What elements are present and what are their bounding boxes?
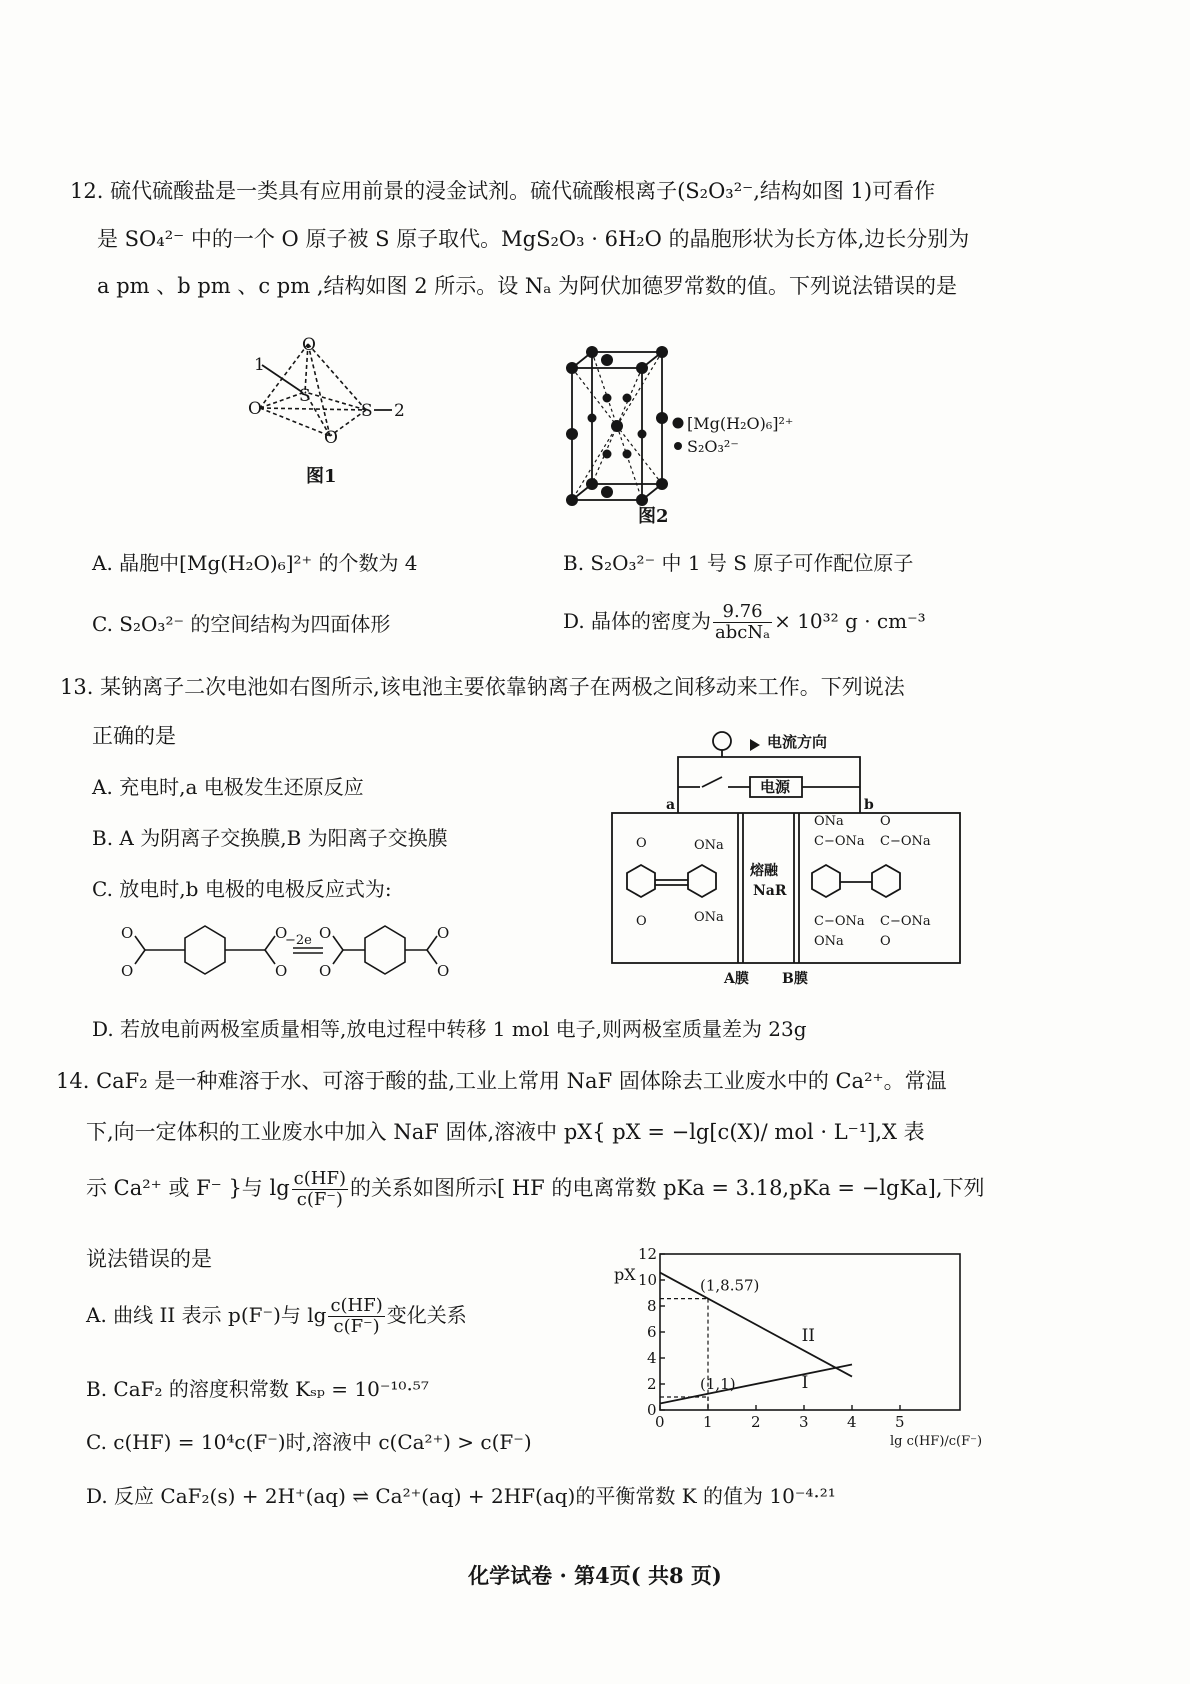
left-ona-top: ONa [694, 838, 724, 853]
series-label-II: II [801, 1326, 816, 1347]
q12-option-b: B. S₂O₃²⁻ 中 1 号 S 原子可作配位原子 [563, 551, 914, 575]
label-naf: NaR [753, 883, 787, 899]
q14-option-a-denominator: c(F⁻) [333, 1316, 380, 1337]
y-tick-label-4: 4 [647, 1349, 657, 1367]
chart-xlabel: lg c(HF)/c(F⁻) [890, 1434, 983, 1449]
q13-option-d: D. 若放电前两极室质量相等,放电过程中转移 1 mol 电子,则两极室质量差为 23g [92, 1017, 807, 1041]
fig2-legend-s2o3: S₂O₃²⁻ [687, 437, 739, 456]
q12-line2: 是 SO₄²⁻ 中的一个 O 原子被 S 原子取代。MgS₂O₃ · 6H₂O 的晶胞形状为长方体,边长分别为 [97, 227, 970, 251]
y-tick-label-2: 2 [647, 1375, 657, 1393]
left-quinone-o-bottom: O [636, 914, 647, 929]
y-tick-label-12: 12 [638, 1245, 658, 1263]
q14-line3-denominator: c(F⁻) [296, 1189, 343, 1210]
battery-diagram [610, 725, 970, 1000]
reaction-o-7: O [437, 924, 450, 942]
q14-option-b: B. CaF₂ 的溶度积常数 Kₛₚ = 10⁻¹⁰·⁵⁷ [86, 1377, 429, 1401]
y-tick-label-0: 0 [647, 1401, 657, 1419]
q13-option-b: B. A 为阴离子交换膜,B 为阳离子交换膜 [92, 826, 448, 850]
right-c-ona-1: C−ONa [814, 834, 865, 849]
q13-reaction-equation [115, 918, 475, 998]
right-c-ona-2: C−ONa [814, 914, 865, 929]
q12-option-a: A. 晶胞中[Mg(H₂O)₆]²⁺ 的个数为 4 [92, 551, 418, 575]
q13-option-c: C. 放电时,b 电极的电极反应式为: [92, 877, 392, 901]
q14-option-c: C. c(HF) = 10⁴c(F⁻)时,溶液中 c(Ca²⁺) > c(F⁻) [86, 1430, 532, 1454]
reaction-minus-2e: −2e [285, 933, 312, 948]
annotation-label-0: (1,8.57) [700, 1276, 760, 1295]
label-membrane-b: B膜 [782, 971, 808, 987]
q14-line3 [86, 1165, 985, 1211]
fig1-label-1: 1 [254, 355, 265, 375]
label-power-source: 电源 [760, 778, 791, 796]
q12-option-d-numerator: 9.76 [713, 602, 772, 623]
figure-1-thiosulfate [240, 330, 430, 495]
x-tick-label-0: 0 [655, 1413, 665, 1431]
label-current-direction: 电流方向 [767, 733, 828, 751]
y-tick-label-8: 8 [647, 1297, 657, 1315]
q13-line1: 13. 某钠离子二次电池如右图所示,该电池主要依靠钠离子在两极之间移动来工作。下列说法 [60, 675, 905, 699]
reaction-o-3: O [275, 924, 288, 942]
series-label-I: I [801, 1372, 809, 1393]
q13-line2: 正确的是 [92, 724, 176, 748]
fig1-atom-o-left: O [248, 399, 262, 419]
left-ona-bottom: ONa [694, 910, 724, 925]
label-electrode-a: a [666, 797, 676, 813]
q14-line4: 说法错误的是 [86, 1247, 212, 1271]
y-tick-label-10: 10 [638, 1271, 658, 1289]
label-molten: 熔融 [750, 863, 778, 879]
q14-option-a-suffix: 变化关系 [386, 1303, 467, 1327]
right-c-ona-4: C−ONa [880, 914, 931, 929]
reaction-o-1: O [121, 924, 134, 942]
right-c-ona-3: C−ONa [880, 834, 931, 849]
q14-line1: 14. CaF₂ 是一种难溶于水、可溶于酸的盐,工业上常用 NaF 固体除去工业废水中的 Ca²⁺。常温 [56, 1069, 947, 1093]
q14-option-a-numerator: c(HF) [330, 1295, 383, 1316]
q12-option-c: C. S₂O₃²⁻ 的空间结构为四面体形 [92, 612, 391, 636]
right-o-top: O [880, 814, 891, 829]
q13-option-a: A. 充电时,a 电极发生还原反应 [92, 775, 364, 799]
x-tick-label-2: 2 [751, 1413, 761, 1431]
fig1-atom-o-bottom: O [324, 428, 338, 448]
x-tick-label-3: 3 [799, 1413, 809, 1431]
x-tick-label-5: 5 [895, 1413, 905, 1431]
right-o-bottom: O [880, 934, 891, 949]
x-tick-label-4: 4 [847, 1413, 857, 1431]
reaction-o-8: O [437, 962, 450, 980]
x-tick-label-1: 1 [703, 1413, 713, 1431]
q14-line3-numerator: c(HF) [293, 1168, 346, 1189]
fig1-label-2: 2 [394, 401, 405, 421]
annotation-label-1: (1,1) [700, 1375, 736, 1393]
fig1-caption: 图1 [306, 466, 337, 487]
left-quinone-o-top: O [636, 836, 647, 851]
q12-option-d-prefix: D. 晶体的密度为 [563, 609, 712, 633]
figure-2-unit-cell [550, 340, 800, 525]
q14-option-a [86, 1292, 467, 1338]
q12-line3: a pm 、b pm 、c pm ,结构如图 2 所示。设 Nₐ 为阿伏加德罗常数的值。下列说法错误的是 [97, 274, 958, 298]
q14-line2: 下,向一定体积的工业废水中加入 NaF 固体,溶液中 pX{ pX = −lg[c(X)/ mol · L⁻¹],X 表 [86, 1120, 925, 1144]
q12-option-d-suffix: × 10³² g · cm⁻³ [774, 609, 926, 633]
q12-option-d-denominator: abcNₐ [715, 622, 771, 643]
chart-ylabel: pX [614, 1265, 636, 1284]
right-ona-bottom: ONa [814, 934, 844, 949]
fig1-atom-s-center: S [299, 386, 311, 406]
q14-option-d: D. 反应 CaF₂(s) + 2H⁺(aq) ⇌ Ca²⁺(aq) + 2HF(aq)的平衡常数 K 的值为 10⁻⁴·²¹ [86, 1484, 836, 1508]
reaction-o-6: O [319, 962, 332, 980]
q12-option-d [563, 600, 926, 643]
reaction-o-5: O [319, 924, 332, 942]
reaction-o-2: O [121, 962, 134, 980]
reaction-o-4: O [275, 962, 288, 980]
fig2-caption: 图2 [638, 506, 669, 527]
page-footer: 化学试卷 · 第4页( 共8 页) [468, 1563, 722, 1588]
q12-line1: 12. 硫代硫酸盐是一类具有应用前景的浸金试剂。硫代硫酸根离子(S₂O₃²⁻,结构如图 1)可看作 [70, 179, 936, 203]
q14-line3-suffix: 的关系如图所示[ HF 的电离常数 pKa = 3.18,pKa = −lgKa],下列 [349, 1176, 985, 1200]
fig2-legend-mg: [Mg(H₂O)₆]²⁺ [687, 414, 794, 433]
q14-line3-prefix: 示 Ca²⁺ 或 F⁻ }与 lg [86, 1176, 290, 1200]
q14-option-a-prefix: A. 曲线 II 表示 p(F⁻)与 lg [86, 1303, 327, 1327]
fig1-atom-o-top: O [302, 335, 316, 355]
y-tick-label-6: 6 [647, 1323, 657, 1341]
px-chart [610, 1240, 983, 1470]
fig1-atom-s-outer: S [361, 401, 373, 421]
series-line-I [660, 1365, 852, 1404]
label-membrane-a: A膜 [724, 971, 749, 987]
right-ona-top: ONa [814, 814, 844, 829]
label-electrode-b: b [864, 797, 874, 813]
